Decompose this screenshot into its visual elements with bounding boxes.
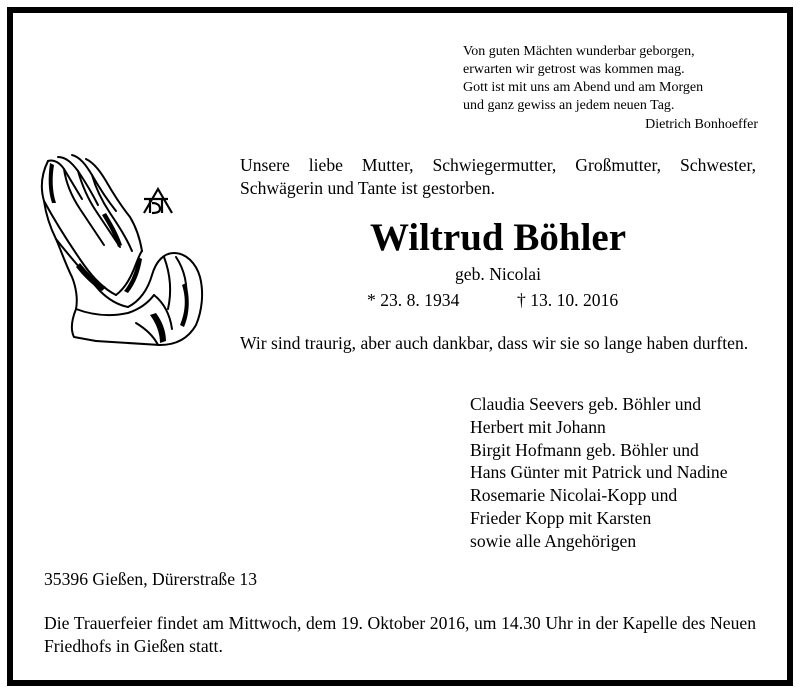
mourners-list	[470, 393, 728, 553]
maiden-name: geb. Nicolai	[455, 264, 541, 284]
death-date: † 13. 10. 2016	[517, 290, 619, 310]
address: 35396 Gießen, Dürerstraße 13	[44, 569, 258, 589]
poem-block	[463, 43, 758, 134]
intro-text: Unsere liebe Mutter, Schwiegermutter, Großmutter, Schwester, Schwägerin und Tante ist gestorben.	[240, 155, 756, 198]
poem-author: Dietrich Bonhoeffer	[645, 117, 758, 132]
poem-line: erwarten wir getrost was kommen mag.	[463, 62, 685, 77]
poem-line: Gott ist mit uns am Abend und am Morgen	[463, 80, 704, 95]
mourner-line: Hans Günter mit Patrick und Nadine	[470, 462, 728, 483]
deceased-name: Wiltrud Böhler	[369, 216, 627, 259]
mourner-line: Birgit Hofmann geb. Böhler und	[470, 439, 699, 460]
praying-hands-icon	[36, 153, 206, 349]
birth-date: * 23. 8. 1934	[367, 290, 460, 310]
funeral-notice: Die Trauerfeier findet am Mittwoch, dem 19. Oktober 2016, um 14.30 Uhr in der Kapelle des Neuen Friedhofs in Gießen statt.	[44, 613, 756, 656]
mourner-line: sowie alle Angehörigen	[470, 530, 637, 551]
mourner-line: Rosemarie Nicolai-Kopp und	[470, 485, 678, 506]
mourner-line: Claudia Seevers geb. Böhler und	[470, 394, 702, 414]
mourning-sentence: Wir sind traurig, aber auch dankbar, dass wir sie so lange haben durften.	[240, 333, 749, 353]
poem-line: und ganz gewiss an jedem neuen Tag.	[463, 98, 675, 113]
poem-line: Von guten Mächten wunderbar geborgen,	[463, 44, 695, 59]
mourner-line: Herbert mit Johann	[470, 416, 606, 437]
mourner-line: Frieder Kopp mit Karsten	[470, 507, 652, 528]
